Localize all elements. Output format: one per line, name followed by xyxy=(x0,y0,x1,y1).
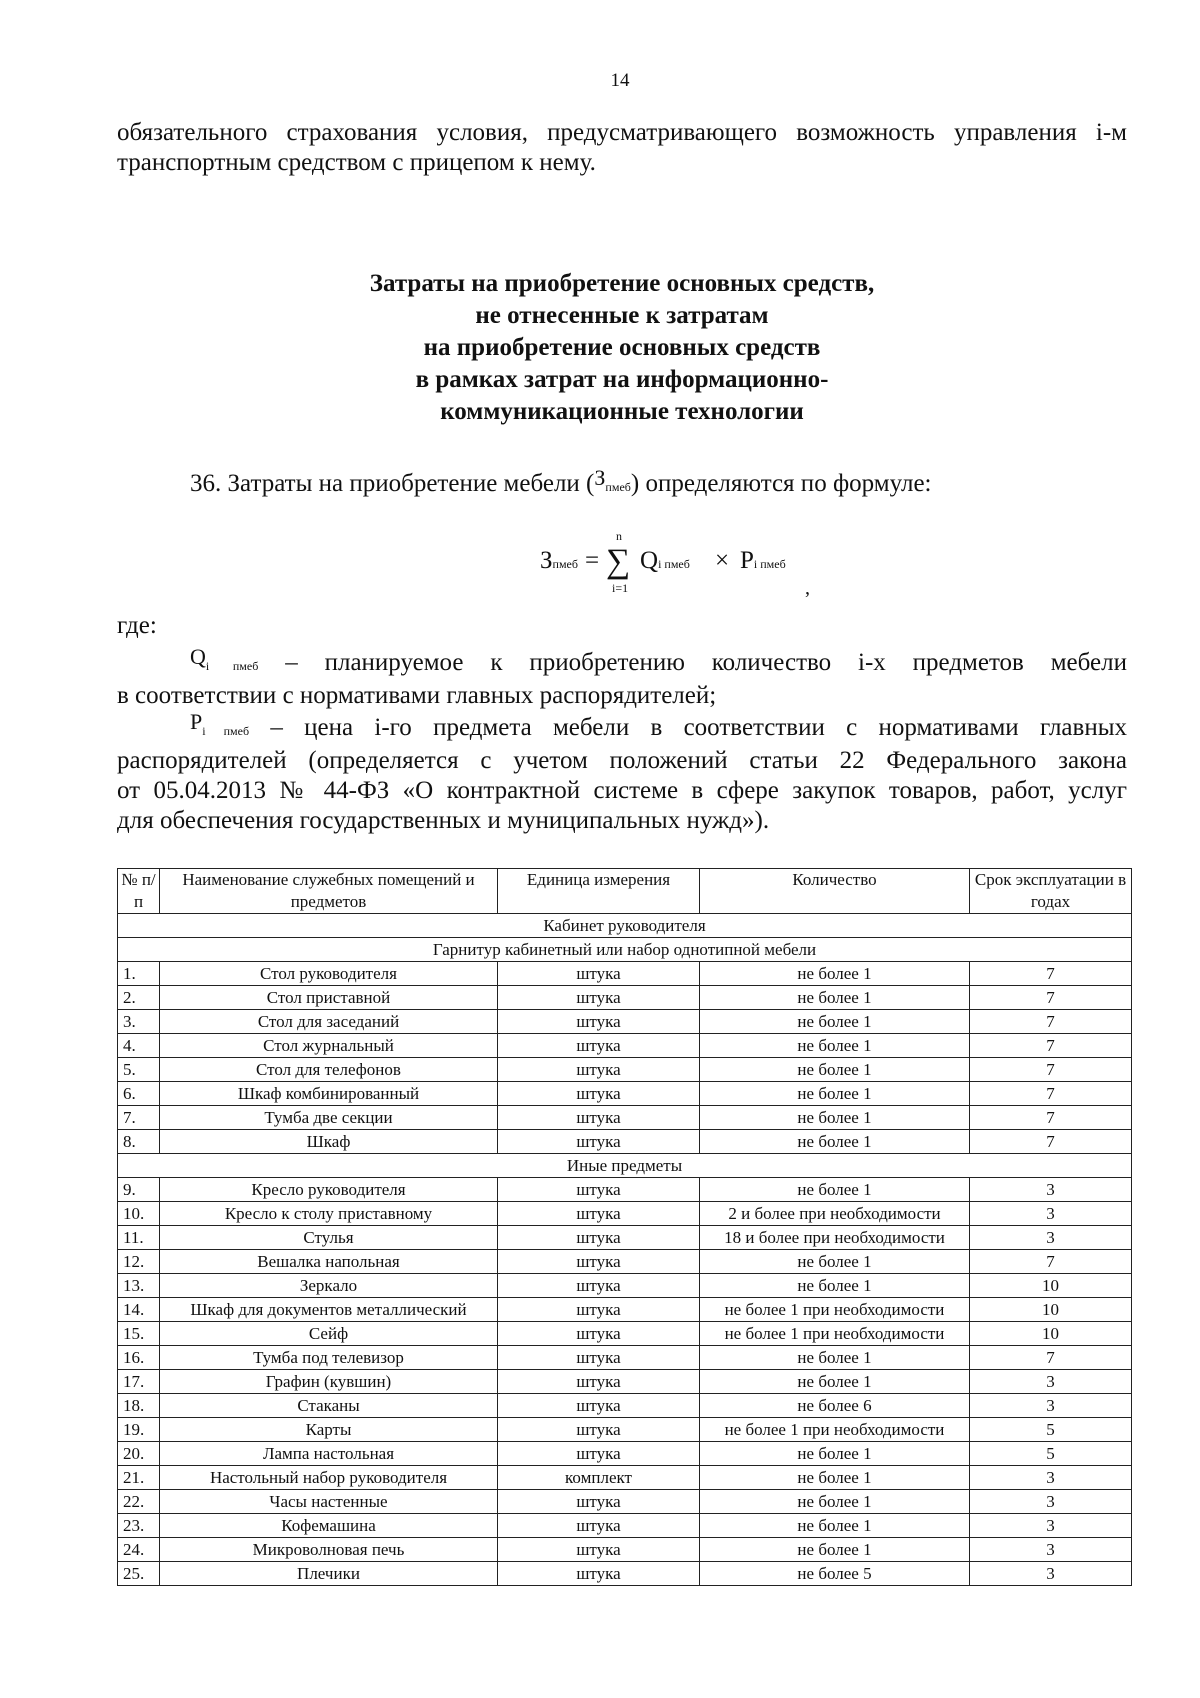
heading-line-1: Затраты на приобретение основных средств, xyxy=(369,270,875,297)
cell-qty: не более 1 xyxy=(700,1490,970,1514)
cell-qty: 2 и более при необходимости xyxy=(700,1202,970,1226)
section-row xyxy=(118,914,1132,938)
cell-name: Стол для телефонов xyxy=(160,1058,498,1082)
cell-qty: не более 1 xyxy=(700,1274,970,1298)
cell-name: Сейф xyxy=(160,1322,498,1346)
cell-name: Кофемашина xyxy=(160,1514,498,1538)
def-p-symbol: P xyxy=(190,709,203,734)
cell-unit: штука xyxy=(498,1346,700,1370)
table-row xyxy=(118,1202,1132,1226)
definition-p xyxy=(117,709,1128,836)
cell-name: Лампа настольная xyxy=(160,1442,498,1466)
para36-after: ) определяются по формуле: xyxy=(630,470,932,497)
cell-life: 3 xyxy=(970,1178,1132,1202)
heading-line-4: в рамках затрат на информационно- xyxy=(415,366,829,393)
cell-qty: не более 6 xyxy=(700,1394,970,1418)
cell-unit: штука xyxy=(498,1202,700,1226)
subsection-title-2: Иные предметы xyxy=(118,1154,1132,1178)
section-heading xyxy=(117,268,1127,428)
cell-unit: штука xyxy=(498,1562,700,1586)
cell-qty: не более 1 xyxy=(700,962,970,986)
def-q-line-1 xyxy=(117,644,1127,681)
cell-unit: штука xyxy=(498,986,700,1010)
cell-name: Шкаф xyxy=(160,1130,498,1154)
cell-num: 5. xyxy=(118,1058,160,1082)
cell-name: Стол руководителя xyxy=(160,962,498,986)
cell-life: 3 xyxy=(970,1562,1132,1586)
cell-name: Тумба под телевизор xyxy=(160,1346,498,1370)
table-row xyxy=(118,1370,1132,1394)
cell-life: 10 xyxy=(970,1298,1132,1322)
def-q-text-1: – планируемое к приобретению количество i-х предметов мебели xyxy=(258,649,1127,676)
cell-name: Стаканы xyxy=(160,1394,498,1418)
intro-line-2: транспортным средством с прицепом к нему. xyxy=(117,149,596,176)
cell-qty: не более 1 xyxy=(700,1130,970,1154)
table-header-row xyxy=(118,869,1132,914)
table-row xyxy=(118,1442,1132,1466)
table-row xyxy=(118,1106,1132,1130)
cell-life: 7 xyxy=(970,1034,1132,1058)
table-row xyxy=(118,1514,1132,1538)
header-name: Наименование служебных помещений и предметов xyxy=(160,869,498,914)
def-p-line-2: распорядителей (определяется с учетом положений статьи 22 Федерального закона xyxy=(117,747,1127,774)
cell-num: 9. xyxy=(118,1178,160,1202)
cell-life: 7 xyxy=(970,1130,1132,1154)
cell-life: 3 xyxy=(970,1490,1132,1514)
table-row xyxy=(118,1562,1132,1586)
cell-num: 24. xyxy=(118,1538,160,1562)
cell-life: 7 xyxy=(970,1058,1132,1082)
cell-name: Стол приставной xyxy=(160,986,498,1010)
formula-times: × xyxy=(715,547,730,574)
table-row xyxy=(118,1394,1132,1418)
cell-unit: штука xyxy=(498,1418,700,1442)
table-row xyxy=(118,1274,1132,1298)
cell-unit: штука xyxy=(498,1130,700,1154)
formula-lhs-symbol: З xyxy=(540,547,553,574)
cell-unit: штука xyxy=(498,1034,700,1058)
cell-unit: штука xyxy=(498,1442,700,1466)
formula-p-sub: i пмеб xyxy=(753,557,786,571)
para36-before: 36. Затраты на приобретение мебели ( xyxy=(190,470,595,497)
cell-name: Стол для заседаний xyxy=(160,1010,498,1034)
cell-life: 5 xyxy=(970,1442,1132,1466)
cell-unit: штука xyxy=(498,1274,700,1298)
header-unit: Единица измерения xyxy=(498,869,700,914)
table-row xyxy=(118,1418,1132,1442)
table-row xyxy=(118,1538,1132,1562)
cell-name: Графин (кувшин) xyxy=(160,1370,498,1394)
cell-qty: не более 1 xyxy=(700,1346,970,1370)
cell-qty: не более 1 xyxy=(700,1106,970,1130)
cell-life: 3 xyxy=(970,1466,1132,1490)
cell-unit: штука xyxy=(498,1370,700,1394)
cell-num: 11. xyxy=(118,1226,160,1250)
cell-qty: не более 1 xyxy=(700,1250,970,1274)
table-row xyxy=(118,986,1132,1010)
cell-unit: штука xyxy=(498,1322,700,1346)
cell-num: 19. xyxy=(118,1418,160,1442)
cell-num: 18. xyxy=(118,1394,160,1418)
cell-name: Шкаф для документов металлический xyxy=(160,1298,498,1322)
cell-unit: штука xyxy=(498,1106,700,1130)
cell-name: Стулья xyxy=(160,1226,498,1250)
cell-num: 13. xyxy=(118,1274,160,1298)
cell-qty: не более 1 xyxy=(700,1034,970,1058)
where-label: где: xyxy=(117,612,157,639)
def-p-sub: i пмеб xyxy=(202,724,250,738)
cell-unit: штука xyxy=(498,1250,700,1274)
def-p-line-1 xyxy=(117,709,1128,746)
cell-name: Плечики xyxy=(160,1562,498,1586)
cell-name: Кресло к столу приставному xyxy=(160,1202,498,1226)
cell-unit: штука xyxy=(498,1178,700,1202)
cell-num: 6. xyxy=(118,1082,160,1106)
cell-life: 7 xyxy=(970,1346,1132,1370)
formula-lhs xyxy=(540,547,578,575)
cell-name: Кресло руководителя xyxy=(160,1178,498,1202)
heading-line-3: на приобретение основных средств xyxy=(423,334,821,361)
table-row xyxy=(118,1130,1132,1154)
header-life: Срок эксплуатации в годах xyxy=(970,869,1132,914)
table-row xyxy=(118,1058,1132,1082)
heading-line-2: не отнесенные к затратам xyxy=(475,302,769,329)
heading-line-5: коммуникационные технологии xyxy=(440,398,804,425)
formula-q xyxy=(640,547,690,575)
cell-unit: штука xyxy=(498,1226,700,1250)
cell-life: 3 xyxy=(970,1202,1132,1226)
cell-qty: не более 1 xyxy=(700,1538,970,1562)
formula-equals: = xyxy=(585,547,600,574)
cell-qty: не более 5 xyxy=(700,1562,970,1586)
cell-life: 3 xyxy=(970,1394,1132,1418)
cell-qty: не более 1 при необходимости xyxy=(700,1418,970,1442)
table-row xyxy=(118,1178,1132,1202)
cell-unit: штука xyxy=(498,1394,700,1418)
cell-num: 7. xyxy=(118,1106,160,1130)
formula-lhs-sub: пмеб xyxy=(552,557,578,571)
cell-num: 3. xyxy=(118,1010,160,1034)
def-p-line-3: от 05.04.2013 № 44-ФЗ «О контрактной системе в сфере закупок товаров, работ, услуг xyxy=(117,777,1127,804)
cell-unit: штука xyxy=(498,1514,700,1538)
subsection-row xyxy=(118,1154,1132,1178)
cell-name: Зеркало xyxy=(160,1274,498,1298)
cell-num: 21. xyxy=(118,1466,160,1490)
cell-qty: не более 1 xyxy=(700,1178,970,1202)
cell-life: 7 xyxy=(970,1250,1132,1274)
cell-qty: не более 1 xyxy=(700,1514,970,1538)
subsection-title-1: Гарнитур кабинетный или набор однотипной мебели xyxy=(118,938,1132,962)
para36-symbol: З xyxy=(594,465,606,490)
table-row xyxy=(118,1322,1132,1346)
cell-qty: не более 1 xyxy=(700,1082,970,1106)
cell-life: 10 xyxy=(970,1322,1132,1346)
def-p-line-4: для обеспечения государственных и муниципальных нужд»). xyxy=(117,807,770,834)
cell-qty: не более 1 xyxy=(700,1442,970,1466)
cell-unit: штука xyxy=(498,1538,700,1562)
cell-name: Микроволновая печь xyxy=(160,1538,498,1562)
table-row xyxy=(118,1298,1132,1322)
table-row xyxy=(118,962,1132,986)
header-qty: Количество xyxy=(700,869,970,914)
def-q-line-2: в соответствии с нормативами главных распорядителей; xyxy=(117,682,717,709)
cell-num: 20. xyxy=(118,1442,160,1466)
cell-unit: штука xyxy=(498,1298,700,1322)
formula-p-symbol: P xyxy=(740,547,754,574)
cell-unit: штука xyxy=(498,1010,700,1034)
cell-num: 12. xyxy=(118,1250,160,1274)
formula-q-symbol: Q xyxy=(640,547,659,574)
cell-num: 4. xyxy=(118,1034,160,1058)
table-row xyxy=(118,1010,1132,1034)
cell-num: 23. xyxy=(118,1514,160,1538)
cell-num: 16. xyxy=(118,1346,160,1370)
formula-lower-limit: i=1 xyxy=(612,581,629,595)
cell-name: Вешалка напольная xyxy=(160,1250,498,1274)
formula-q-sub: i пмеб xyxy=(658,557,690,571)
cell-qty: не более 1 xyxy=(700,1370,970,1394)
cell-life: 7 xyxy=(970,986,1132,1010)
definition-q xyxy=(117,644,1127,711)
def-q-sub: i пмеб xyxy=(205,659,259,673)
cell-life: 3 xyxy=(970,1226,1132,1250)
cell-name: Шкаф комбинированный xyxy=(160,1082,498,1106)
formula-p xyxy=(740,547,786,575)
cell-life: 7 xyxy=(970,1106,1132,1130)
section-title: Кабинет руководителя xyxy=(118,914,1132,938)
cell-qty: не более 1 xyxy=(700,986,970,1010)
def-q-symbol: Q xyxy=(190,644,206,669)
def-p-text-1: – цена i-го предмета мебели в соответствии с нормативами главных xyxy=(249,714,1128,741)
paragraph-36 xyxy=(190,465,932,498)
formula xyxy=(540,529,810,605)
formula-sigma: ∑ xyxy=(606,543,631,580)
cell-num: 2. xyxy=(118,986,160,1010)
cell-life: 3 xyxy=(970,1370,1132,1394)
cell-life: 7 xyxy=(970,1082,1132,1106)
cell-num: 17. xyxy=(118,1370,160,1394)
cell-unit: штука xyxy=(498,1082,700,1106)
formula-upper-limit: n xyxy=(616,529,622,543)
cell-life: 7 xyxy=(970,1010,1132,1034)
cell-qty: не более 1 при необходимости xyxy=(700,1322,970,1346)
cell-name: Настольный набор руководителя xyxy=(160,1466,498,1490)
cell-qty: не более 1 при необходимости xyxy=(700,1298,970,1322)
cell-life: 3 xyxy=(970,1514,1132,1538)
cell-qty: не более 1 xyxy=(700,1058,970,1082)
cell-unit: комплект xyxy=(498,1466,700,1490)
page-number: 14 xyxy=(610,70,630,91)
cell-qty: не более 1 xyxy=(700,1466,970,1490)
table-row xyxy=(118,1466,1132,1490)
subsection-row xyxy=(118,938,1132,962)
cell-name: Тумба две секции xyxy=(160,1106,498,1130)
table-row xyxy=(118,1250,1132,1274)
table-row xyxy=(118,1034,1132,1058)
cell-unit: штука xyxy=(498,1490,700,1514)
furniture-table xyxy=(117,868,1132,1586)
cell-qty: 18 и более при необходимости xyxy=(700,1226,970,1250)
cell-name: Карты xyxy=(160,1418,498,1442)
cell-num: 25. xyxy=(118,1562,160,1586)
cell-name: Стол журнальный xyxy=(160,1034,498,1058)
para36-symbol-sub: пмеб xyxy=(605,480,631,494)
cell-life: 7 xyxy=(970,962,1132,986)
cell-num: 15. xyxy=(118,1322,160,1346)
cell-num: 1. xyxy=(118,962,160,986)
table-row xyxy=(118,1082,1132,1106)
cell-life: 10 xyxy=(970,1274,1132,1298)
table-row xyxy=(118,1490,1132,1514)
cell-name: Часы настенные xyxy=(160,1490,498,1514)
cell-num: 14. xyxy=(118,1298,160,1322)
cell-num: 8. xyxy=(118,1130,160,1154)
cell-qty: не более 1 xyxy=(700,1010,970,1034)
header-num: № п/п xyxy=(118,869,160,914)
table-row xyxy=(118,1226,1132,1250)
cell-num: 10. xyxy=(118,1202,160,1226)
intro-line-1: обязательного страхования условия, предусматривающего возможность управления i-м xyxy=(117,119,1127,146)
cell-unit: штука xyxy=(498,1058,700,1082)
cell-num: 22. xyxy=(118,1490,160,1514)
formula-comma: , xyxy=(805,577,810,599)
cell-life: 5 xyxy=(970,1418,1132,1442)
cell-unit: штука xyxy=(498,962,700,986)
table-row xyxy=(118,1346,1132,1370)
cell-life: 3 xyxy=(970,1538,1132,1562)
intro-paragraph xyxy=(117,118,1127,178)
